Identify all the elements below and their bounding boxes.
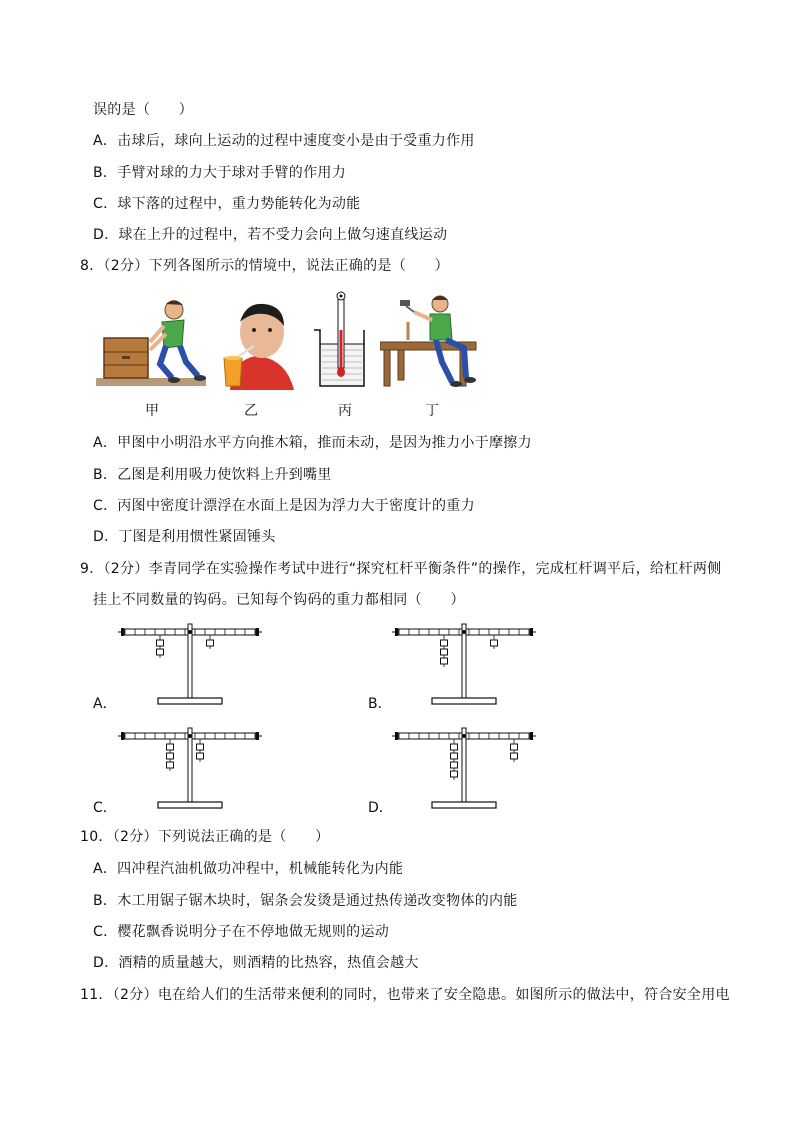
q9-stem-line2: 挂上不同数量的钩码。已知每个钩码的重力都相同（ ） [93,592,465,608]
lever-diagram-d [392,726,536,812]
q10-option-c[interactable]: C．樱花飘香说明分子在不停地做无规则的运动 [93,924,390,940]
caption-bing: 丙 [338,403,352,419]
q8-option-a[interactable]: A．甲图中小明沿水平方向推木箱，推而未动，是因为推力小于摩擦力 [93,435,532,451]
q8-option-b[interactable]: B．乙图是利用吸力使饮料上升到嘴里 [93,467,332,483]
lever-label-c[interactable]: C． [93,800,117,816]
q10-option-b[interactable]: B．木工用锯子锯木块时，锯条会发烫是通过热传递改变物体的内能 [93,893,518,909]
q10-option-a[interactable]: A．四冲程汽油机做功冲程中，机械能转化为内能 [93,861,404,877]
q8-option-c[interactable]: C．丙图中密度计漂浮在水面上是因为浮力大于密度计的重力 [93,498,475,514]
q8-stem: 8．（2分）下列各图所示的情境中，说法正确的是（ ） [80,258,449,274]
q8-option-d[interactable]: D．丁图是利用惯性紧固锤头 [93,529,276,545]
figure-bing-hydrometer [306,290,376,390]
lever-label-d[interactable]: D． [368,800,393,816]
lever-diagram-b [392,622,536,708]
caption-yi: 乙 [244,403,258,419]
caption-ding: 丁 [425,403,439,419]
q7-option-d[interactable]: D．球在上升的过程中，若不受力会向上做匀速直线运动 [93,227,448,243]
q10-option-d[interactable]: D．酒精的质量越大，则酒精的比热容，热值会越大 [93,955,419,971]
q7-option-a[interactable]: A．击球后，球向上运动的过程中速度变小是由于受重力作用 [93,133,475,149]
lever-label-a[interactable]: A． [93,696,117,712]
q7-option-b[interactable]: B．手臂对球的力大于球对手臂的作用力 [93,165,347,181]
q7-stem-tail: 误的是（ ） [93,102,194,118]
figure-yi-straw-drink [216,300,298,390]
figure-ding-hammer [380,292,480,390]
q9-stem-line1: 9．（2分）李青同学在实验操作考试中进行“探究杠杆平衡条件”的操作，完成杠杆调平后，给杠杆两侧 [80,561,722,577]
q7-option-c[interactable]: C．球下落的过程中，重力势能转化为动能 [93,196,361,212]
lever-diagram-a [118,622,262,708]
q10-stem: 10．（2分）下列说法正确的是（ ） [80,829,330,845]
figure-jia-pushing-box [96,290,206,390]
caption-jia: 甲 [145,403,159,419]
lever-label-b[interactable]: B． [368,696,392,712]
lever-diagram-c [118,726,262,812]
q11-stem: 11．（2分）电在给人们的生活带来便利的同时，也带来了安全隐患。如图所示的做法中，符合安全用电 [80,987,730,1003]
